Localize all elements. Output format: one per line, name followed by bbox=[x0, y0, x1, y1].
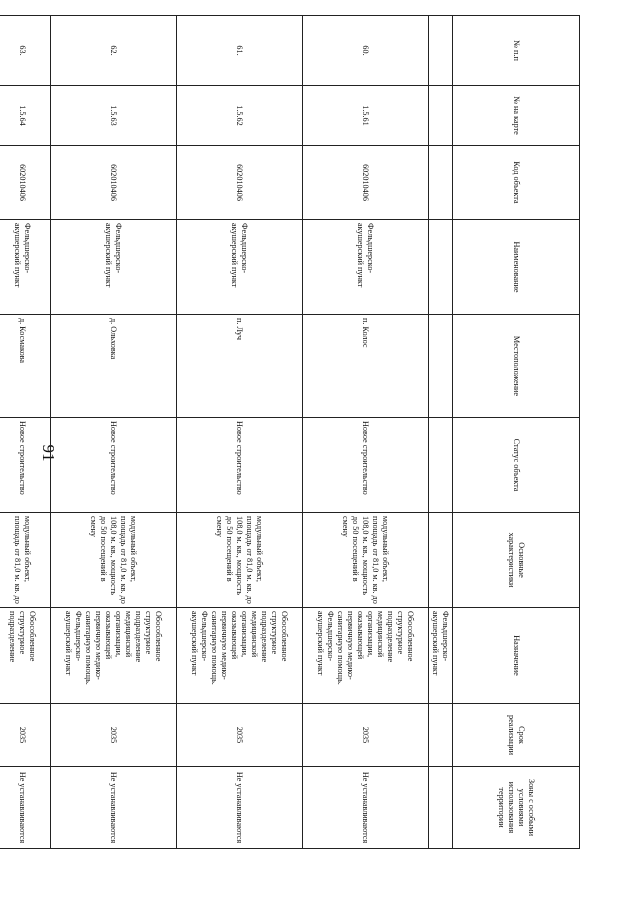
cell-code: 602010406 bbox=[51, 146, 177, 220]
cell-status: Новое строительство bbox=[0, 418, 51, 513]
cell-zones: Не устанавливаются bbox=[51, 767, 177, 849]
cell-characteristics: модульный объект, площадь от 81,0 м. кв. до 108,0 м. кв., мощность до 50 посещений в смену bbox=[51, 513, 177, 608]
cell-name: Фельдшерско-акушерский пункт bbox=[177, 220, 303, 315]
cell-location: д. Ольховка bbox=[51, 315, 177, 418]
cell-zones: Не устанавливаются bbox=[0, 767, 51, 849]
cell-purpose: Обособленное структурное подразделение медицинской организации, оказывающей первичную медико- санитарную помощь. Фельдшерско- акушерский пункт bbox=[51, 608, 177, 704]
cell-name: Фельдшерско-акушерский пункт bbox=[303, 220, 429, 315]
cell-term: 2035 bbox=[177, 704, 303, 767]
cell-code: 602010406 bbox=[0, 146, 51, 220]
header-code: Код объекта bbox=[453, 146, 580, 220]
header-purpose: Назначение bbox=[453, 608, 580, 704]
header-map-no: № на карте bbox=[453, 86, 580, 146]
header-location: Местоположение bbox=[453, 315, 580, 418]
cell-term: 2035 bbox=[0, 704, 51, 767]
cell-map-no: 1.5.62 bbox=[177, 86, 303, 146]
header-zones: Зоны с особыми условиями использования территории bbox=[453, 767, 580, 849]
cell-status: Новое строительство bbox=[303, 418, 429, 513]
header-row bbox=[453, 16, 580, 849]
cell-map-no: 1.5.64 bbox=[0, 86, 51, 146]
header-name: Наименование bbox=[453, 220, 580, 315]
cell-status: Новое строительство bbox=[177, 418, 303, 513]
cell-purpose: Обособленное структурное подразделение медицинской организации, оказывающей первичную медико- санитарную помощь. Фельдшерско- акушерский пункт bbox=[303, 608, 429, 704]
objects-table bbox=[0, 15, 580, 849]
table-row bbox=[177, 16, 303, 849]
table-row bbox=[0, 16, 51, 849]
cell-code: 602010406 bbox=[303, 146, 429, 220]
carryover-row bbox=[429, 16, 453, 849]
cell-code: 602010406 bbox=[177, 146, 303, 220]
cell-zones: Не устанавливаются bbox=[303, 767, 429, 849]
cell-characteristics: модульный объект, площадь от 81,0 м. кв. до 108,0 м. кв., мощность до 50 посещений в смену bbox=[177, 513, 303, 608]
cell-location: п. Луч bbox=[177, 315, 303, 418]
cell-num: 62. bbox=[51, 16, 177, 86]
header-characteristics: Основные характеристики bbox=[453, 513, 580, 608]
cell-status: Новое строительство bbox=[51, 418, 177, 513]
cell-name: Фельдшерско-акушерский пункт bbox=[0, 220, 51, 315]
cell-location: д. Космакова bbox=[0, 315, 51, 418]
cell-term: 2035 bbox=[51, 704, 177, 767]
cell-characteristics: модульный объект, площадь от 81,0 м. кв. до 108,0 м. кв., мощность до 50 посещений в смену bbox=[303, 513, 429, 608]
page-number: 91 bbox=[39, 444, 58, 462]
cell-location: п. Колос bbox=[303, 315, 429, 418]
cell-name: Фельдшерско-акушерский пункт bbox=[51, 220, 177, 315]
cell-purpose: Обособленное структурное подразделение bbox=[0, 608, 51, 704]
table-row bbox=[51, 16, 177, 849]
header-num: № п.п bbox=[453, 16, 580, 86]
cell-map-no: 1.5.61 bbox=[303, 86, 429, 146]
cell-term: 2035 bbox=[303, 704, 429, 767]
cell-zones: Не устанавливаются bbox=[177, 767, 303, 849]
cell-map-no: 1.5.63 bbox=[51, 86, 177, 146]
cell-characteristics: модульный объект, площадь от 81,0 м. кв. до bbox=[0, 513, 51, 608]
carryover-purpose: Фельдшерско- акушерский пункт bbox=[429, 608, 453, 704]
cell-num: 63. bbox=[0, 16, 51, 86]
header-status: Статус объекта bbox=[453, 418, 580, 513]
table-row bbox=[303, 16, 429, 849]
cell-num: 60. bbox=[303, 16, 429, 86]
cell-purpose: Обособленное структурное подразделение медицинской организации, оказывающей первичную медико- санитарную помощь. Фельдшерско- акушерский пункт bbox=[177, 608, 303, 704]
header-term: Срок реализации bbox=[453, 704, 580, 767]
cell-num: 61. bbox=[177, 16, 303, 86]
